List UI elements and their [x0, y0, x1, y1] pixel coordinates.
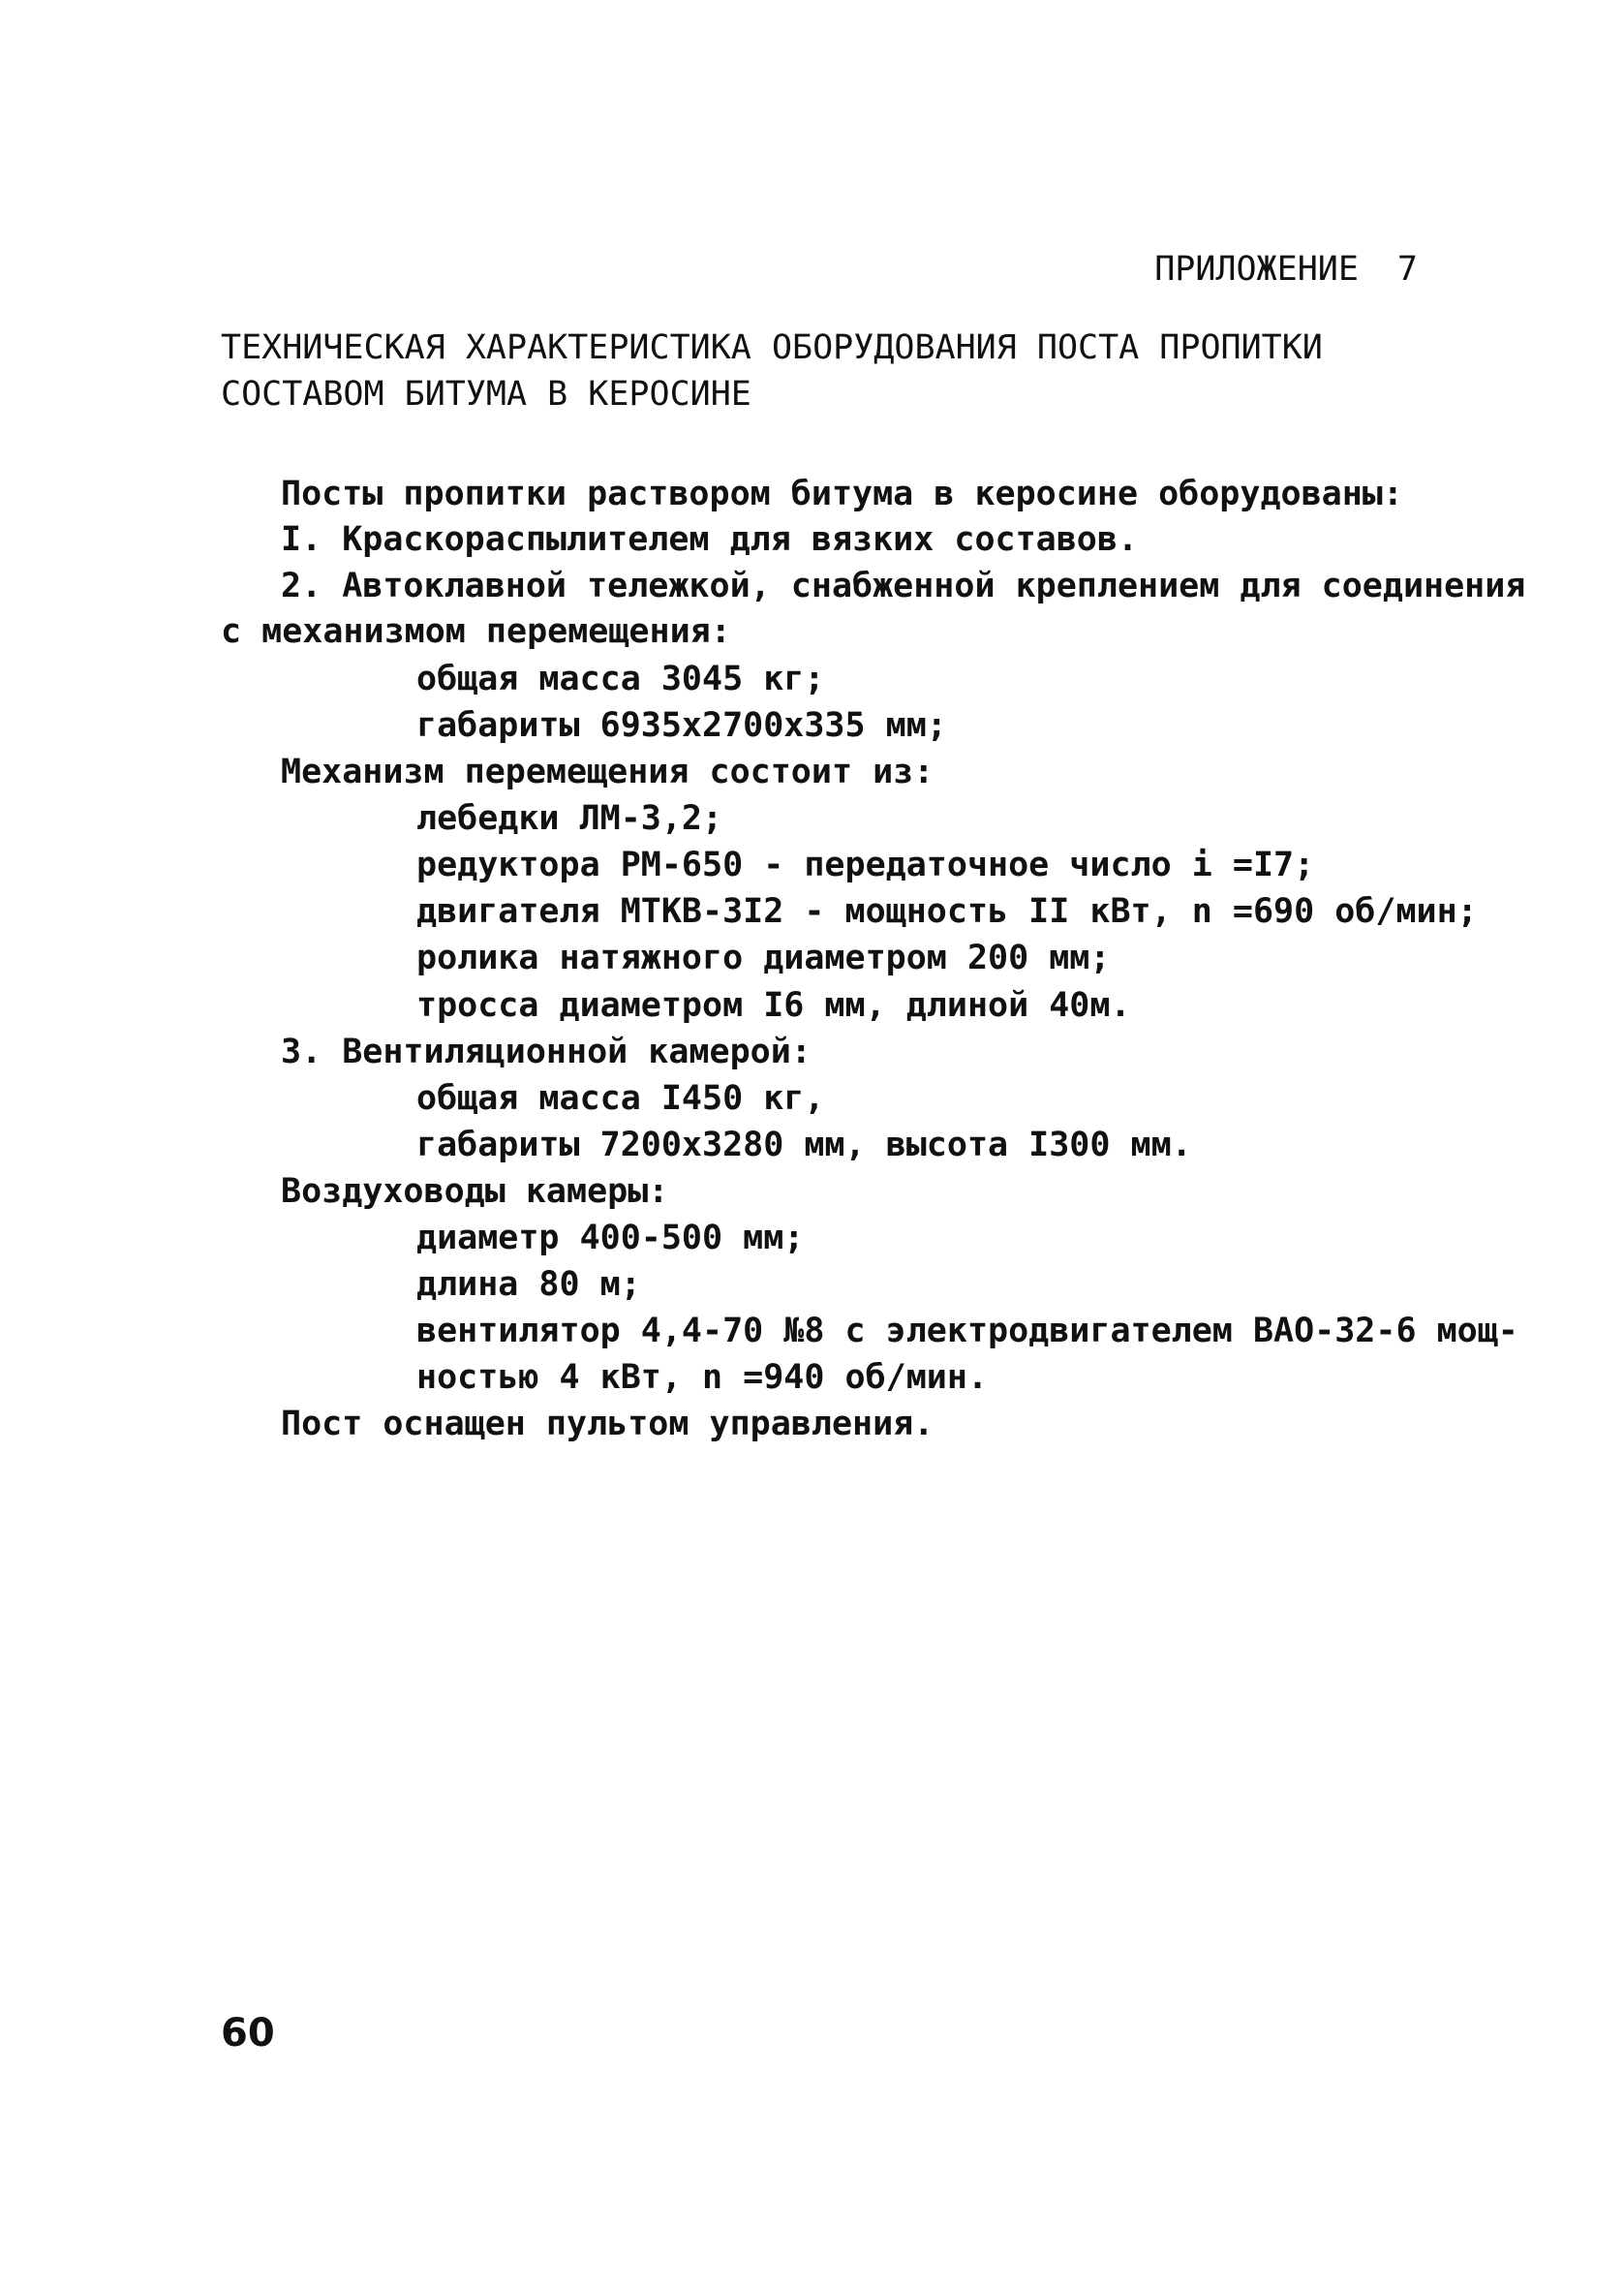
title-line-2: СОСТАВОМ БИТУМА В КЕРОСИНЕ [221, 375, 751, 414]
body-line-roller: ролика натяжного диаметром 200 мм; [416, 939, 1111, 977]
body-line-mass-1: общая масса 3045 кг; [416, 660, 825, 698]
body-line-motor: двигателя МТКВ-3I2 - мощность II кВт, n =690 об/мин; [416, 892, 1478, 931]
body-line-fan-cont: ностью 4 кВт, n =940 об/мин. [416, 1358, 989, 1397]
body-line-dimensions-2: габариты 7200х3280 мм, высота I300 мм. [416, 1126, 1192, 1164]
body-line-diameter: диаметр 400-500 мм; [416, 1219, 805, 1257]
body-line-item-3: 3. Вентиляционной камерой: [281, 1033, 812, 1071]
body-line-cable: тросса диаметром I6 мм, длиной 40м. [416, 986, 1131, 1025]
appendix-label: ПРИЛОЖЕНИЕ [1154, 250, 1359, 289]
appendix-heading [1154, 250, 1418, 289]
body-line-mechanism: Механизм перемещения состоит из: [281, 753, 935, 791]
body-line-fan: вентилятор 4,4-70 №8 с электродвигателем ВАО-32-6 мощ- [416, 1312, 1518, 1350]
body-line-intro: Посты пропитки раствором битума в керосине оборудованы: [281, 475, 1403, 513]
body-line-item-2-cont: с механизмом перемещения: [221, 612, 731, 651]
page-number: 60 [221, 2011, 275, 2056]
body-line-dimensions-1: габариты 6935х2700х335 мм; [416, 706, 947, 745]
body-line-mass-2: общая масса I450 кг, [416, 1079, 825, 1118]
title-line-1: ТЕХНИЧЕСКАЯ ХАРАКТЕРИСТИКА ОБОРУДОВАНИЯ ПОСТА ПРОПИТКИ [221, 328, 1323, 367]
body-line-winch: лебедки ЛМ-3,2; [416, 799, 723, 838]
body-line-control: Пост оснащен пультом управления. [281, 1405, 935, 1443]
document-title [221, 325, 1323, 418]
body-line-ducts: Воздуховоды камеры: [281, 1172, 669, 1211]
body-line-item-2: 2. Автоклавной тележкой, снабженной креплением для соединения [281, 567, 1526, 605]
body-line-reducer: редуктора РМ-650 - передаточное число i =I7; [416, 846, 1315, 884]
body-line-item-1: I. Краскораспылителем для вязких составов. [281, 520, 1139, 559]
body-line-length: длина 80 м; [416, 1265, 641, 1304]
appendix-number: 7 [1396, 250, 1418, 289]
